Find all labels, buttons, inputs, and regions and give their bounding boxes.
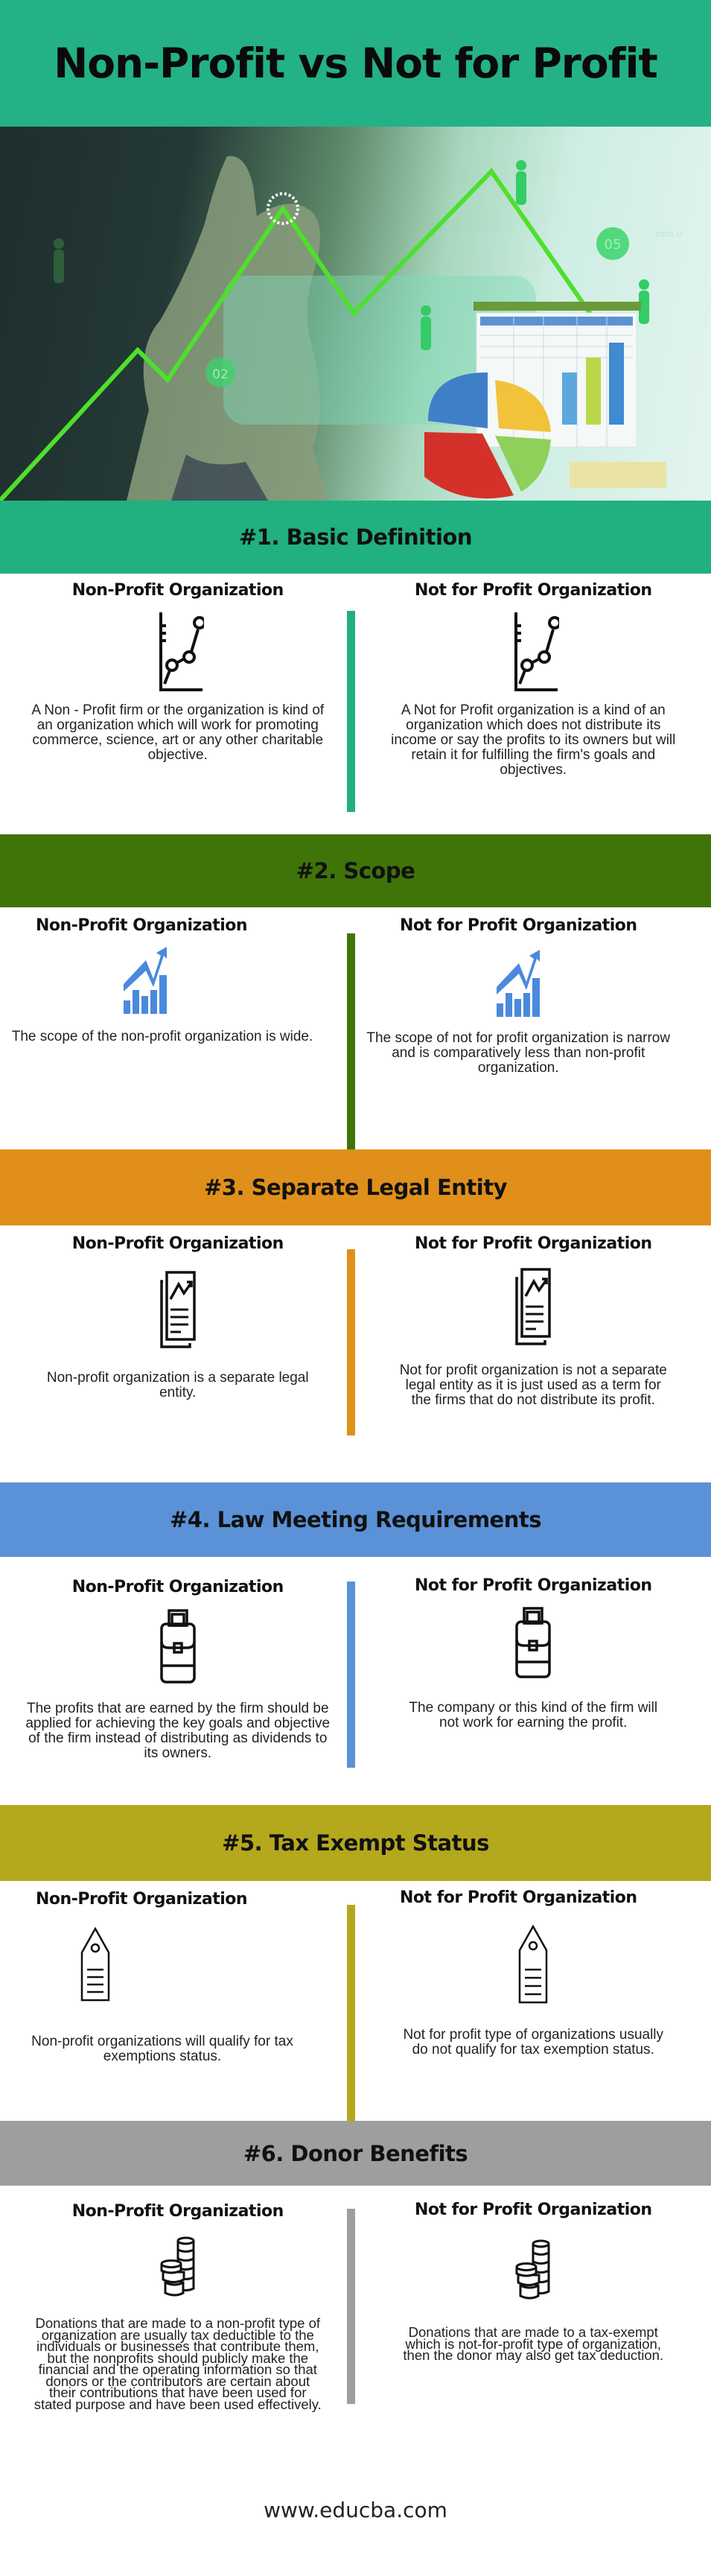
section-3-title: #3. Separate Legal Entity [203,1175,507,1200]
page-title: Non-Profit vs Not for Profit [54,39,657,87]
section-1-header [0,501,711,574]
column-heading-not-for-profit: Not for Profit Organization [414,581,652,600]
section-2-body [0,907,711,1149]
section-3-body [0,1225,711,1482]
section-2-left-text: The scope of the non-profit organization is wide. [11,1029,313,1044]
section-4-left-text: The profits that are earned by the firm should be applied for achieving the key goals and objective of the firm instead of distributing as dividends to its owners. [25,1701,331,1761]
section-2-divider [347,933,355,1149]
growth-bar-chart-icon [36,944,356,1015]
section-3-header [0,1149,711,1225]
column-heading-not-for-profit: Not for Profit Organization [399,916,637,935]
section-4-header [0,1482,711,1557]
coin-stack-icon [515,2237,551,2304]
price-tag-icon [36,1925,110,2003]
section-1-left-text: A Non - Profit firm or the organization is kind of an organization which will work for promoting commerce, science, art or any other charitable objective. [31,702,325,763]
section-3-divider [347,1249,355,1435]
report-document-icon [160,1269,196,1351]
section-6-right [356,2186,711,2484]
column-heading-not-for-profit: Not for Profit Organization [414,1576,652,1595]
section-3-right [356,1225,711,1482]
section-6-left-text: Donations that are made to a non-profit type of organization are usually tax deductible to the individuals or businesses that contribute them, but the nonprofits should publicly make the financial and the operating information so that donors or the contributors are certain about their contributions that have been used for stated purpose and have been used effectively. [34,2315,322,2412]
column-heading-not-for-profit: Not for Profit Organization [414,2201,652,2219]
section-6-divider [347,2209,355,2404]
title-banner [0,0,711,127]
column-heading-non-profit: Non-Profit Organization [36,1890,248,1909]
section-5-header [0,1805,711,1881]
section-5-divider [347,1905,355,2121]
column-heading-non-profit: Non-Profit Organization [71,1578,284,1596]
section-5-right [356,1881,711,2121]
section-3-right-text: Not for profit organization is not a separate legal entity as it is just used as a term for the firms that do not distribute its profit. [399,1362,667,1408]
section-1-right [356,574,711,834]
section-6-right-text: Donations that are made to a tax-exempt which is not-for-profit type of organization, then the donor may also get tax deduction. [403,2324,664,2363]
column-heading-non-profit: Non-Profit Organization [71,2202,284,2221]
section-2-right [356,907,711,1149]
section-3-left-text: Non-profit organization is a separate legal entity. [46,1370,309,1400]
coin-stack-icon [160,2234,196,2301]
section-1-body [0,574,711,834]
column-heading-not-for-profit: Not for Profit Organization [414,1234,652,1253]
hero-image [0,127,711,501]
section-4-body [0,1557,711,1805]
line-chart-icon [507,609,559,694]
svg-text:DATA D: DATA D [655,231,683,239]
hero-badge-02: 02 [212,367,229,382]
column-heading-non-profit: Non-Profit Organization [71,1234,284,1253]
section-1-divider [347,611,355,812]
section-6-header [0,2121,711,2186]
section-6-body [0,2186,711,2484]
section-5-title: #5. Tax Exempt Status [222,1830,489,1856]
section-4-title: #4. Law Meeting Requirements [170,1507,541,1532]
line-chart-icon [152,609,204,694]
section-2-header [0,834,711,907]
column-heading-non-profit: Non-Profit Organization [71,581,284,600]
report-document-icon [515,1266,551,1348]
section-2-title: #2. Scope [296,858,415,883]
footer-url[interactable]: www.educba.com [264,2497,447,2522]
section-2-right-text: The scope of not for profit organization is narrow and is comparatively less than non-profit organization. [366,1030,671,1076]
section-4-right [356,1557,711,1805]
section-6-title: #6. Donor Benefits [243,2140,468,2166]
section-1-right-text: A Not for Profit organization is a kind of an organization which does not distribute its income or say the profits to its owners but will retain it for fulfilling the firm's goals and objectives. [391,702,676,778]
section-4-left [0,1557,356,1805]
hero-illustration [0,127,711,501]
section-5-body [0,1881,711,2121]
section-5-right-text: Not for profit type of organizations usually do not qualify for tax exemption status. [403,2027,664,2058]
section-4-divider [347,1582,355,1768]
price-tag-icon [518,1923,548,2005]
briefcase-icon [160,1607,196,1685]
briefcase-icon [515,1605,551,1680]
column-heading-not-for-profit: Not for Profit Organization [399,1888,637,1907]
section-5-left [0,1881,356,2121]
section-5-left-text: Non-profit organizations will qualify for tax exemptions status. [31,2034,293,2064]
footer [0,2484,711,2536]
section-4-right-text: The company or this kind of the firm will not work for earning the profit. [409,1700,658,1730]
column-heading-non-profit: Non-Profit Organization [36,916,248,935]
hero-badge-05: 05 [604,237,622,253]
section-3-left [0,1225,356,1482]
growth-bar-chart-icon [497,947,540,1018]
section-6-left [0,2186,356,2484]
section-2-left [0,907,356,1149]
section-1-title: #1. Basic Definition [238,524,472,550]
section-1-left [0,574,356,834]
